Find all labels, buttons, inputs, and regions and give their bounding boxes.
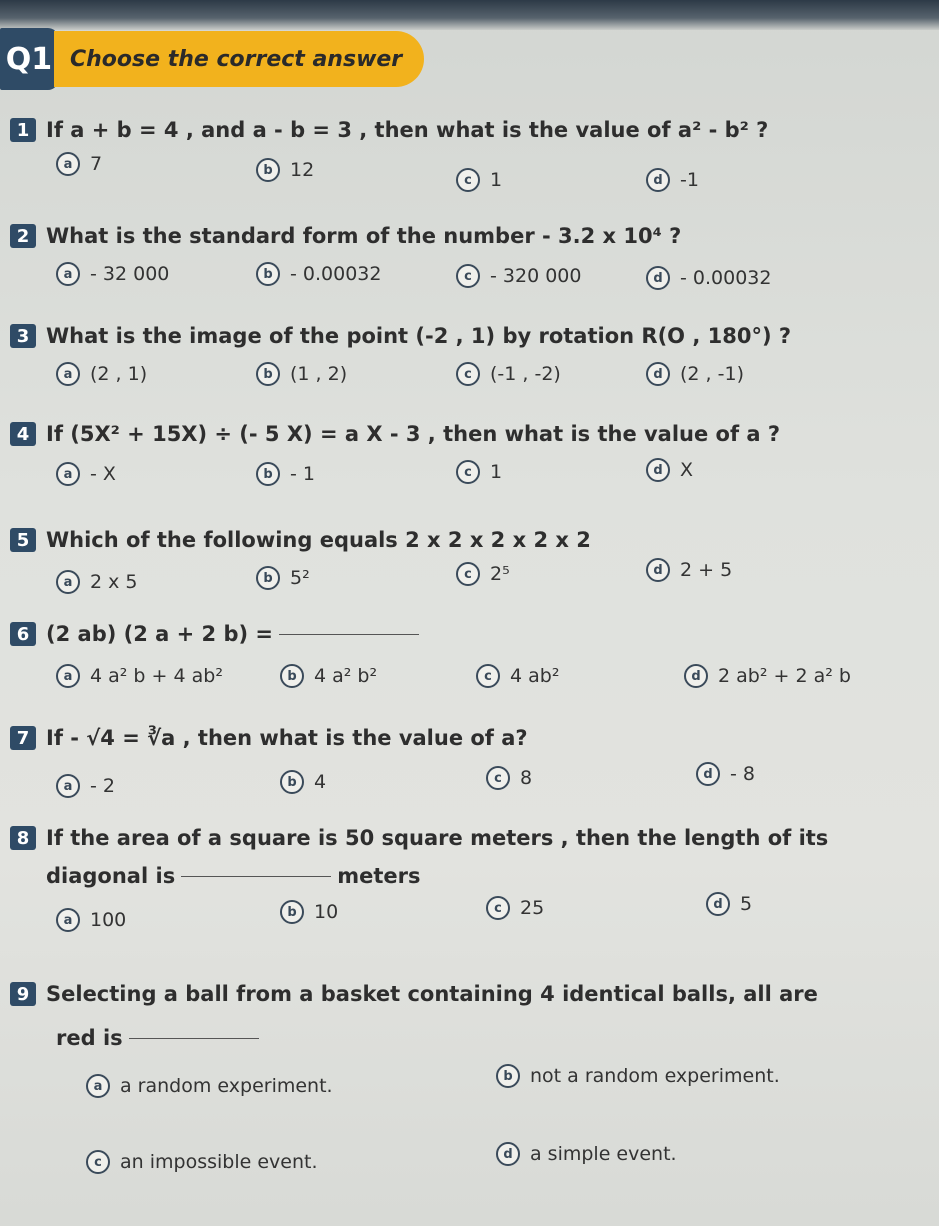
- option-b[interactable]: [280, 770, 326, 794]
- option-marker: b: [280, 900, 304, 924]
- question-text: If - √4 = ∛a , then what is the value of a?: [46, 726, 528, 750]
- question-6: [0, 622, 939, 710]
- option-marker: b: [280, 664, 304, 688]
- option-text: 10: [314, 901, 339, 923]
- option-text: 2 x 5: [90, 571, 138, 593]
- question-5: [0, 528, 939, 616]
- option-text: - 320 000: [490, 265, 582, 287]
- option-text: 25: [520, 897, 545, 919]
- option-c[interactable]: [456, 264, 581, 288]
- option-c[interactable]: [486, 766, 532, 790]
- question-number: 9: [10, 982, 36, 1006]
- question-number: 4: [10, 422, 36, 446]
- option-marker: c: [456, 460, 480, 484]
- question-9: [0, 982, 939, 1173]
- option-marker: b: [280, 770, 304, 794]
- option-text: not a random experiment.: [530, 1065, 780, 1087]
- option-text: 4 ab²: [510, 665, 560, 687]
- option-marker: a: [56, 908, 80, 932]
- option-b[interactable]: [256, 158, 314, 182]
- option-a[interactable]: [86, 1074, 333, 1098]
- option-marker: c: [486, 766, 510, 790]
- question-2: [0, 224, 939, 308]
- top-strip: [0, 0, 939, 30]
- option-b[interactable]: [256, 566, 310, 590]
- question-number: 8: [10, 826, 36, 850]
- option-marker: a: [56, 152, 80, 176]
- option-marker: b: [496, 1064, 520, 1088]
- question-text-continued: red is: [56, 1026, 123, 1050]
- option-marker: d: [646, 558, 670, 582]
- option-text: 2 ab² + 2 a² b: [718, 665, 851, 687]
- option-b[interactable]: [280, 664, 377, 688]
- option-text: (1 , 2): [290, 363, 348, 385]
- option-c[interactable]: [456, 362, 561, 386]
- option-text: (2 , 1): [90, 363, 148, 385]
- option-text: a random experiment.: [120, 1075, 333, 1097]
- option-marker: a: [56, 462, 80, 486]
- option-text: 4: [314, 771, 327, 793]
- question-text: (2 ab) (2 a + 2 b) =: [46, 622, 274, 646]
- answer-blank: [181, 876, 331, 877]
- section-header: [0, 28, 424, 90]
- question-number: 3: [10, 324, 36, 348]
- option-text: 2⁵: [490, 563, 510, 585]
- option-a[interactable]: [56, 152, 102, 176]
- option-text: - 0.00032: [290, 263, 382, 285]
- option-marker: b: [256, 158, 280, 182]
- option-marker: d: [646, 458, 670, 482]
- option-text: 1: [490, 169, 503, 191]
- question-text-continued: diagonal is: [46, 864, 176, 888]
- option-text: - 8: [730, 763, 755, 785]
- option-a[interactable]: [56, 774, 115, 798]
- option-b[interactable]: [256, 462, 315, 486]
- option-marker: c: [456, 562, 480, 586]
- section-title: Choose the correct answer: [54, 31, 424, 87]
- option-d[interactable]: [706, 892, 752, 916]
- option-marker: a: [56, 570, 80, 594]
- option-text: (2 , -1): [680, 363, 744, 385]
- question-4: [0, 422, 939, 508]
- option-a[interactable]: [56, 362, 147, 386]
- option-text: -1: [680, 169, 699, 191]
- option-d[interactable]: [646, 458, 693, 482]
- option-text: 7: [90, 153, 103, 175]
- question-text: If a + b = 4 , and a - b = 3 , then what is the value of a² - b² ?: [46, 118, 769, 142]
- option-text: - 1: [290, 463, 315, 485]
- question-text: Selecting a ball from a basket containing 4 identical balls, all are: [46, 982, 818, 1006]
- option-c[interactable]: [456, 562, 510, 586]
- option-marker: c: [476, 664, 500, 688]
- option-d[interactable]: [646, 558, 732, 582]
- option-text: 2 + 5: [680, 559, 733, 581]
- option-marker: c: [86, 1150, 110, 1174]
- option-marker: b: [256, 566, 280, 590]
- option-marker: d: [646, 168, 670, 192]
- option-text: 100: [90, 909, 127, 931]
- option-b[interactable]: [496, 1064, 780, 1088]
- option-a[interactable]: [56, 262, 169, 286]
- option-d[interactable]: [696, 762, 755, 786]
- option-text: X: [680, 459, 694, 481]
- option-marker: b: [256, 462, 280, 486]
- option-d[interactable]: [496, 1142, 677, 1166]
- option-b[interactable]: [256, 362, 347, 386]
- question-7: [0, 726, 939, 816]
- option-text: - X: [90, 463, 116, 485]
- question-text: If (5X² + 15X) ÷ (- 5 X) = a X - 3 , then what is the value of a ?: [46, 422, 781, 446]
- option-marker: c: [486, 896, 510, 920]
- option-c[interactable]: [456, 168, 502, 192]
- option-marker: a: [56, 774, 80, 798]
- option-marker: d: [646, 266, 670, 290]
- option-text: 5: [740, 893, 753, 915]
- option-marker: d: [684, 664, 708, 688]
- question-number: 6: [10, 622, 36, 646]
- option-marker: a: [86, 1074, 110, 1098]
- answer-blank: [129, 1038, 259, 1039]
- question-text: If the area of a square is 50 square meters , then the length of its: [46, 826, 829, 850]
- option-d[interactable]: [684, 664, 851, 688]
- question-number: 2: [10, 224, 36, 248]
- option-d[interactable]: [646, 266, 771, 290]
- option-text: 5²: [290, 567, 310, 589]
- option-c[interactable]: [476, 664, 559, 688]
- option-text: - 0.00032: [680, 267, 772, 289]
- option-text: 4 a² b²: [314, 665, 378, 687]
- option-marker: b: [256, 262, 280, 286]
- option-a[interactable]: [56, 462, 116, 486]
- option-c[interactable]: [456, 460, 502, 484]
- option-text: - 32 000: [90, 263, 170, 285]
- option-a[interactable]: [56, 570, 138, 594]
- option-marker: c: [456, 168, 480, 192]
- option-text: a simple event.: [530, 1143, 677, 1165]
- option-text: 8: [520, 767, 533, 789]
- option-c[interactable]: [86, 1150, 318, 1174]
- option-marker: d: [706, 892, 730, 916]
- option-marker: c: [456, 264, 480, 288]
- question-8: [0, 826, 939, 946]
- option-d[interactable]: [646, 362, 744, 386]
- option-marker: a: [56, 362, 80, 386]
- question-number: 5: [10, 528, 36, 552]
- question-text: What is the standard form of the number - 3.2 x 10⁴ ?: [46, 224, 682, 248]
- option-marker: b: [256, 362, 280, 386]
- option-text: 12: [290, 159, 315, 181]
- option-marker: d: [696, 762, 720, 786]
- question-number: 7: [10, 726, 36, 750]
- question-text: Which of the following equals 2 x 2 x 2 x 2 x 2: [46, 528, 591, 552]
- option-text: - 2: [90, 775, 115, 797]
- option-text: 4 a² b + 4 ab²: [90, 665, 223, 687]
- option-marker: a: [56, 262, 80, 286]
- option-marker: c: [456, 362, 480, 386]
- question-3: [0, 324, 939, 408]
- question-number: 1: [10, 118, 36, 142]
- option-marker: a: [56, 664, 80, 688]
- option-marker: d: [496, 1142, 520, 1166]
- question-text-suffix: meters: [337, 864, 421, 888]
- option-d[interactable]: [646, 168, 699, 192]
- option-b[interactable]: [256, 262, 381, 286]
- answer-blank: [279, 634, 419, 635]
- question-1: [0, 118, 939, 198]
- option-text: an impossible event.: [120, 1151, 318, 1173]
- option-text: (-1 , -2): [490, 363, 561, 385]
- option-a[interactable]: [56, 664, 223, 688]
- option-marker: d: [646, 362, 670, 386]
- question-text: What is the image of the point (-2 , 1) by rotation R(O , 180°) ?: [46, 324, 792, 348]
- option-text: 1: [490, 461, 503, 483]
- option-c[interactable]: [486, 896, 544, 920]
- option-b[interactable]: [280, 900, 338, 924]
- option-a[interactable]: [56, 908, 126, 932]
- section-badge: Q1: [0, 28, 58, 90]
